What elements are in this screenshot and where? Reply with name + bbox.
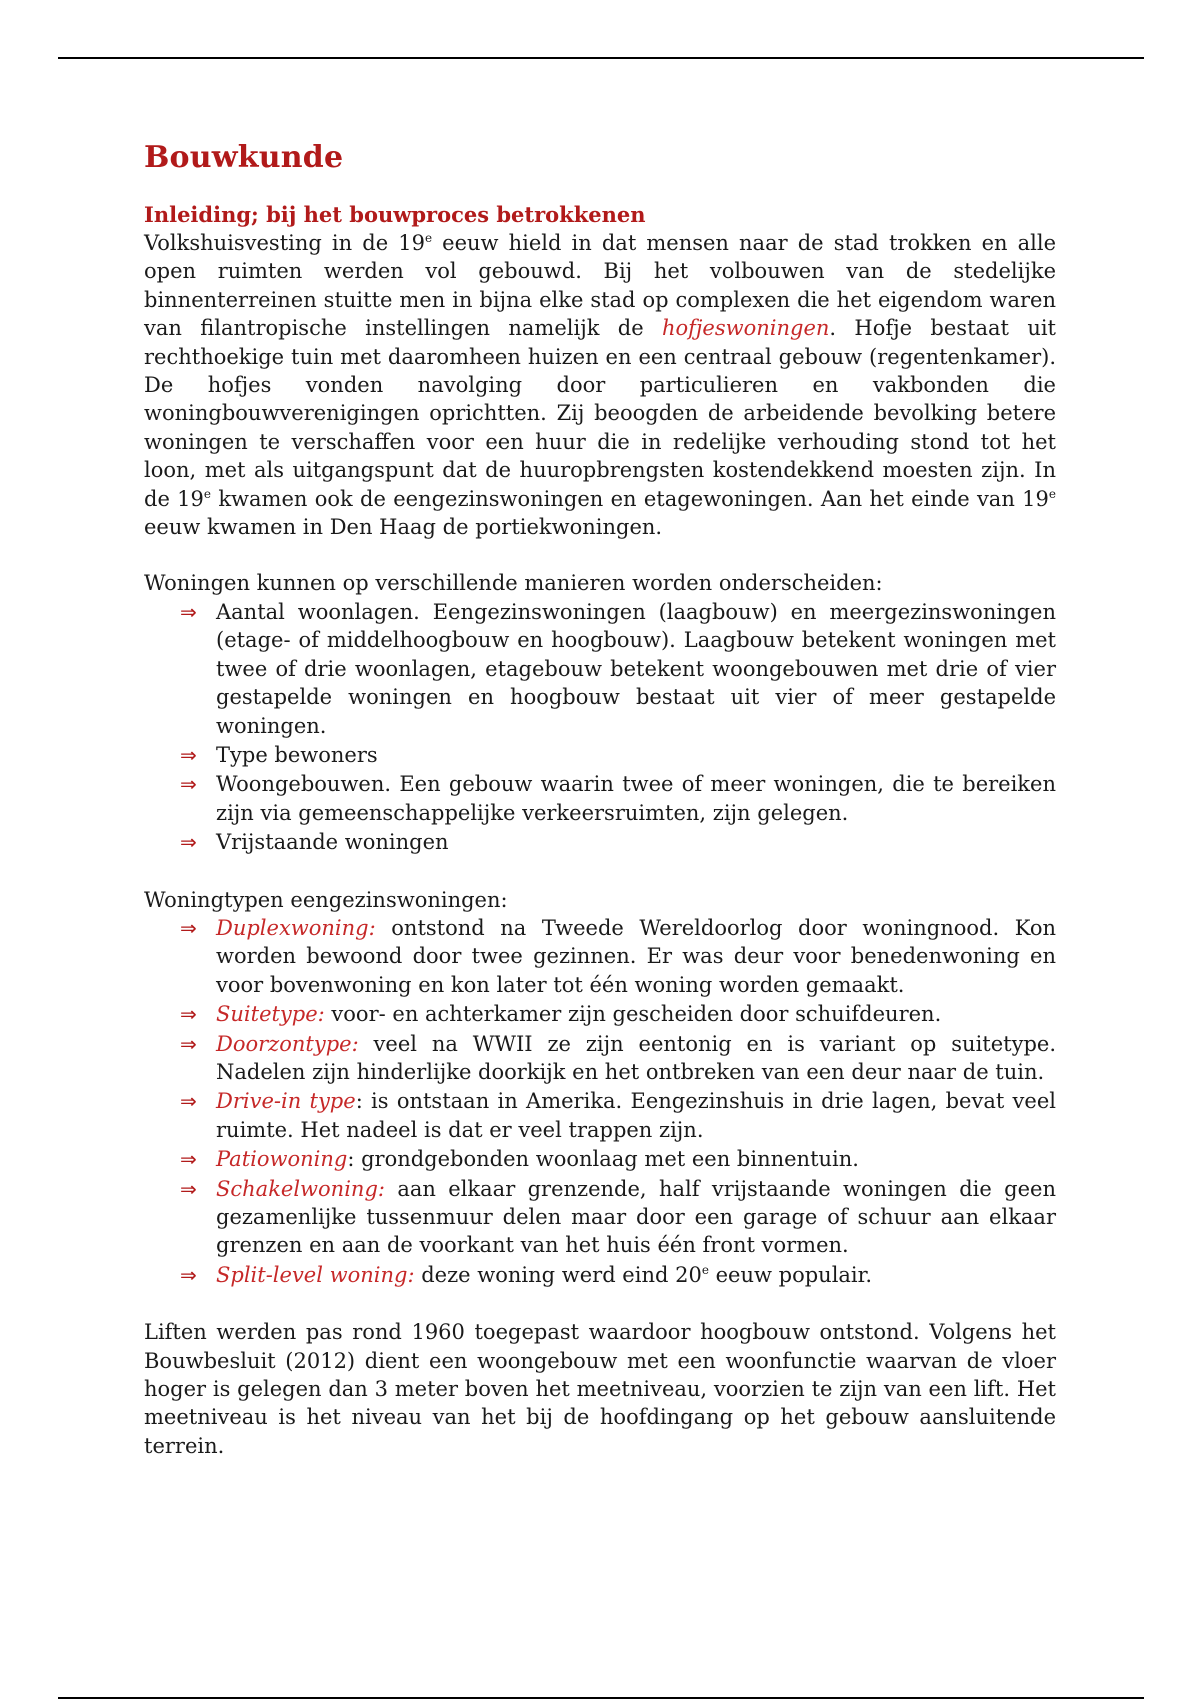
- arrow-icon: ⇒: [180, 915, 197, 940]
- distinctions-list: [144, 598, 1056, 857]
- section-heading: Inleiding; bij het bouwproces betrokkenen: [144, 202, 646, 227]
- term-label: Suitetype:: [216, 1002, 325, 1027]
- list-item: ⇒ Patiowoning: grondgebonden woonlaag met een binnentuin.: [180, 1145, 1056, 1173]
- arrow-icon: ⇒: [180, 1089, 197, 1114]
- arrow-icon: ⇒: [180, 1147, 197, 1172]
- list-item: ⇒ Suitetype: voor- en achterkamer zijn gescheiden door schuifdeuren.: [180, 1000, 1056, 1028]
- types-list: [144, 914, 1056, 1289]
- list-item: ⇒ Duplexwoning: ontstond na Tweede Wereldoorlog door woningnood. Kon worden bewoond door twee gezinnen. Er was deur voor benedenwoning en voor bovenwoning en kon later tot één woning worden gemaakt.: [180, 915, 1056, 997]
- term-label: Duplexwoning:: [216, 915, 376, 940]
- intro-paragraph: Volkshuisvesting in de 19e eeuw hield in dat mensen naar de stad trokken en alle open ruimten werden vol gebouwd. Bij het volbouwen van de stedelijke binnenterreinen stuitte men in bijna elke stad op complexen die het eigendom waren van filantropische instellingen namelijk de hofjeswoningen. Hofje bestaat uit rechthoekige tuin met daaromheen huizen en een centraal gebouw (regentenkamer). De hofjes vonden navolging door particulieren en vakbonden die woningbouwverenigingen oprichtten. Zij beoogden de arbeidende bevolking betere woningen te verschaffen voor een huur die in redelijke verhouding stond tot het loon, met als uitgangspunt dat de huuropbrengsten kostendekkend moesten zijn. In de 19e kwamen ook de eengezinswoningen en etagewoningen. Aan het einde van 19e eeuw kwamen in Den Haag de portiekwoningen.: [144, 231, 1057, 540]
- term-label: Schakelwoning:: [216, 1176, 385, 1201]
- term-label: Split-level woning:: [216, 1262, 415, 1287]
- types-lead: Woningtypen eengezinswoningen:: [144, 887, 508, 912]
- arrow-icon: ⇒: [180, 599, 197, 624]
- page-title: Bouwkunde: [144, 140, 344, 175]
- term-label: Patiowoning: [216, 1147, 348, 1172]
- list-item: ⇒ Schakelwoning: aan elkaar grenzende, half vrijstaande woningen die geen gezamenlijke tussenmuur delen maar door een garage of schuur aan elkaar grenzen en aan de voorkant van het huis één front vormen.: [180, 1176, 1056, 1258]
- list-item: ⇒ Split-level woning: deze woning werd eind 20e eeuw populair.: [180, 1261, 1056, 1289]
- term-hofjeswoningen: hofjeswoningen: [661, 316, 830, 341]
- list-item: ⇒ Aantal woonlagen. Eengezinswoningen (laagbouw) en meergezinswoningen (etage- of middelhoogbouw en hoogbouw). Laagbouw betekent woningen met twee of drie woonlagen, etagebouw betekent woongebouwen met drie of vier gestapelde woningen en hoogbouw bestaat uit vier of meer gestapelde woningen.: [180, 599, 1056, 738]
- term-label: Drive-in type: [216, 1089, 356, 1114]
- arrow-icon: ⇒: [180, 1002, 197, 1027]
- arrow-icon: ⇒: [180, 772, 197, 797]
- list-item: ⇒ Doorzontype: veel na WWII ze zijn eentonig en is variant op suitetype. Nadelen zijn hinderlijke doorkijk en het ontbreken van een deur naar de tuin.: [180, 1031, 1056, 1084]
- header-rule: [58, 57, 1144, 59]
- document-body: [144, 140, 1056, 1460]
- term-label: Doorzontype:: [216, 1031, 359, 1056]
- closing-paragraph: Liften werden pas rond 1960 toegepast waardoor hoogbouw ontstond. Volgens het Bouwbesluit (2012) dient een woongebouw met een woonfunctie waarvan de vloer hoger is gelegen dan 3 meter boven het meetniveau, voorzien te zijn van een lift. Het meetniveau is het niveau van het bij de hoofdingang op het gebouw aansluitende terrein.: [144, 1320, 1056, 1458]
- distinctions-lead: Woningen kunnen op verschillende manieren worden onderscheiden:: [144, 571, 883, 596]
- arrow-icon: ⇒: [180, 742, 197, 767]
- arrow-icon: ⇒: [180, 830, 197, 855]
- list-item: ⇒ Woongebouwen. Een gebouw waarin twee of meer woningen, die te bereiken zijn via gemeenschappelijke verkeersruimten, zijn gelegen.: [180, 772, 1056, 825]
- list-item: ⇒ Vrijstaande woningen: [180, 828, 1056, 856]
- arrow-icon: ⇒: [180, 1031, 197, 1056]
- list-item: ⇒ Drive-in type: is ontstaan in Amerika. Eengezinshuis in drie lagen, bevat veel ruimte. Het nadeel is dat er veel trappen zijn.: [180, 1089, 1056, 1142]
- arrow-icon: ⇒: [180, 1262, 197, 1287]
- arrow-icon: ⇒: [180, 1176, 197, 1201]
- footer-rule: [58, 1697, 1144, 1699]
- list-item: ⇒ Type bewoners: [180, 741, 1056, 769]
